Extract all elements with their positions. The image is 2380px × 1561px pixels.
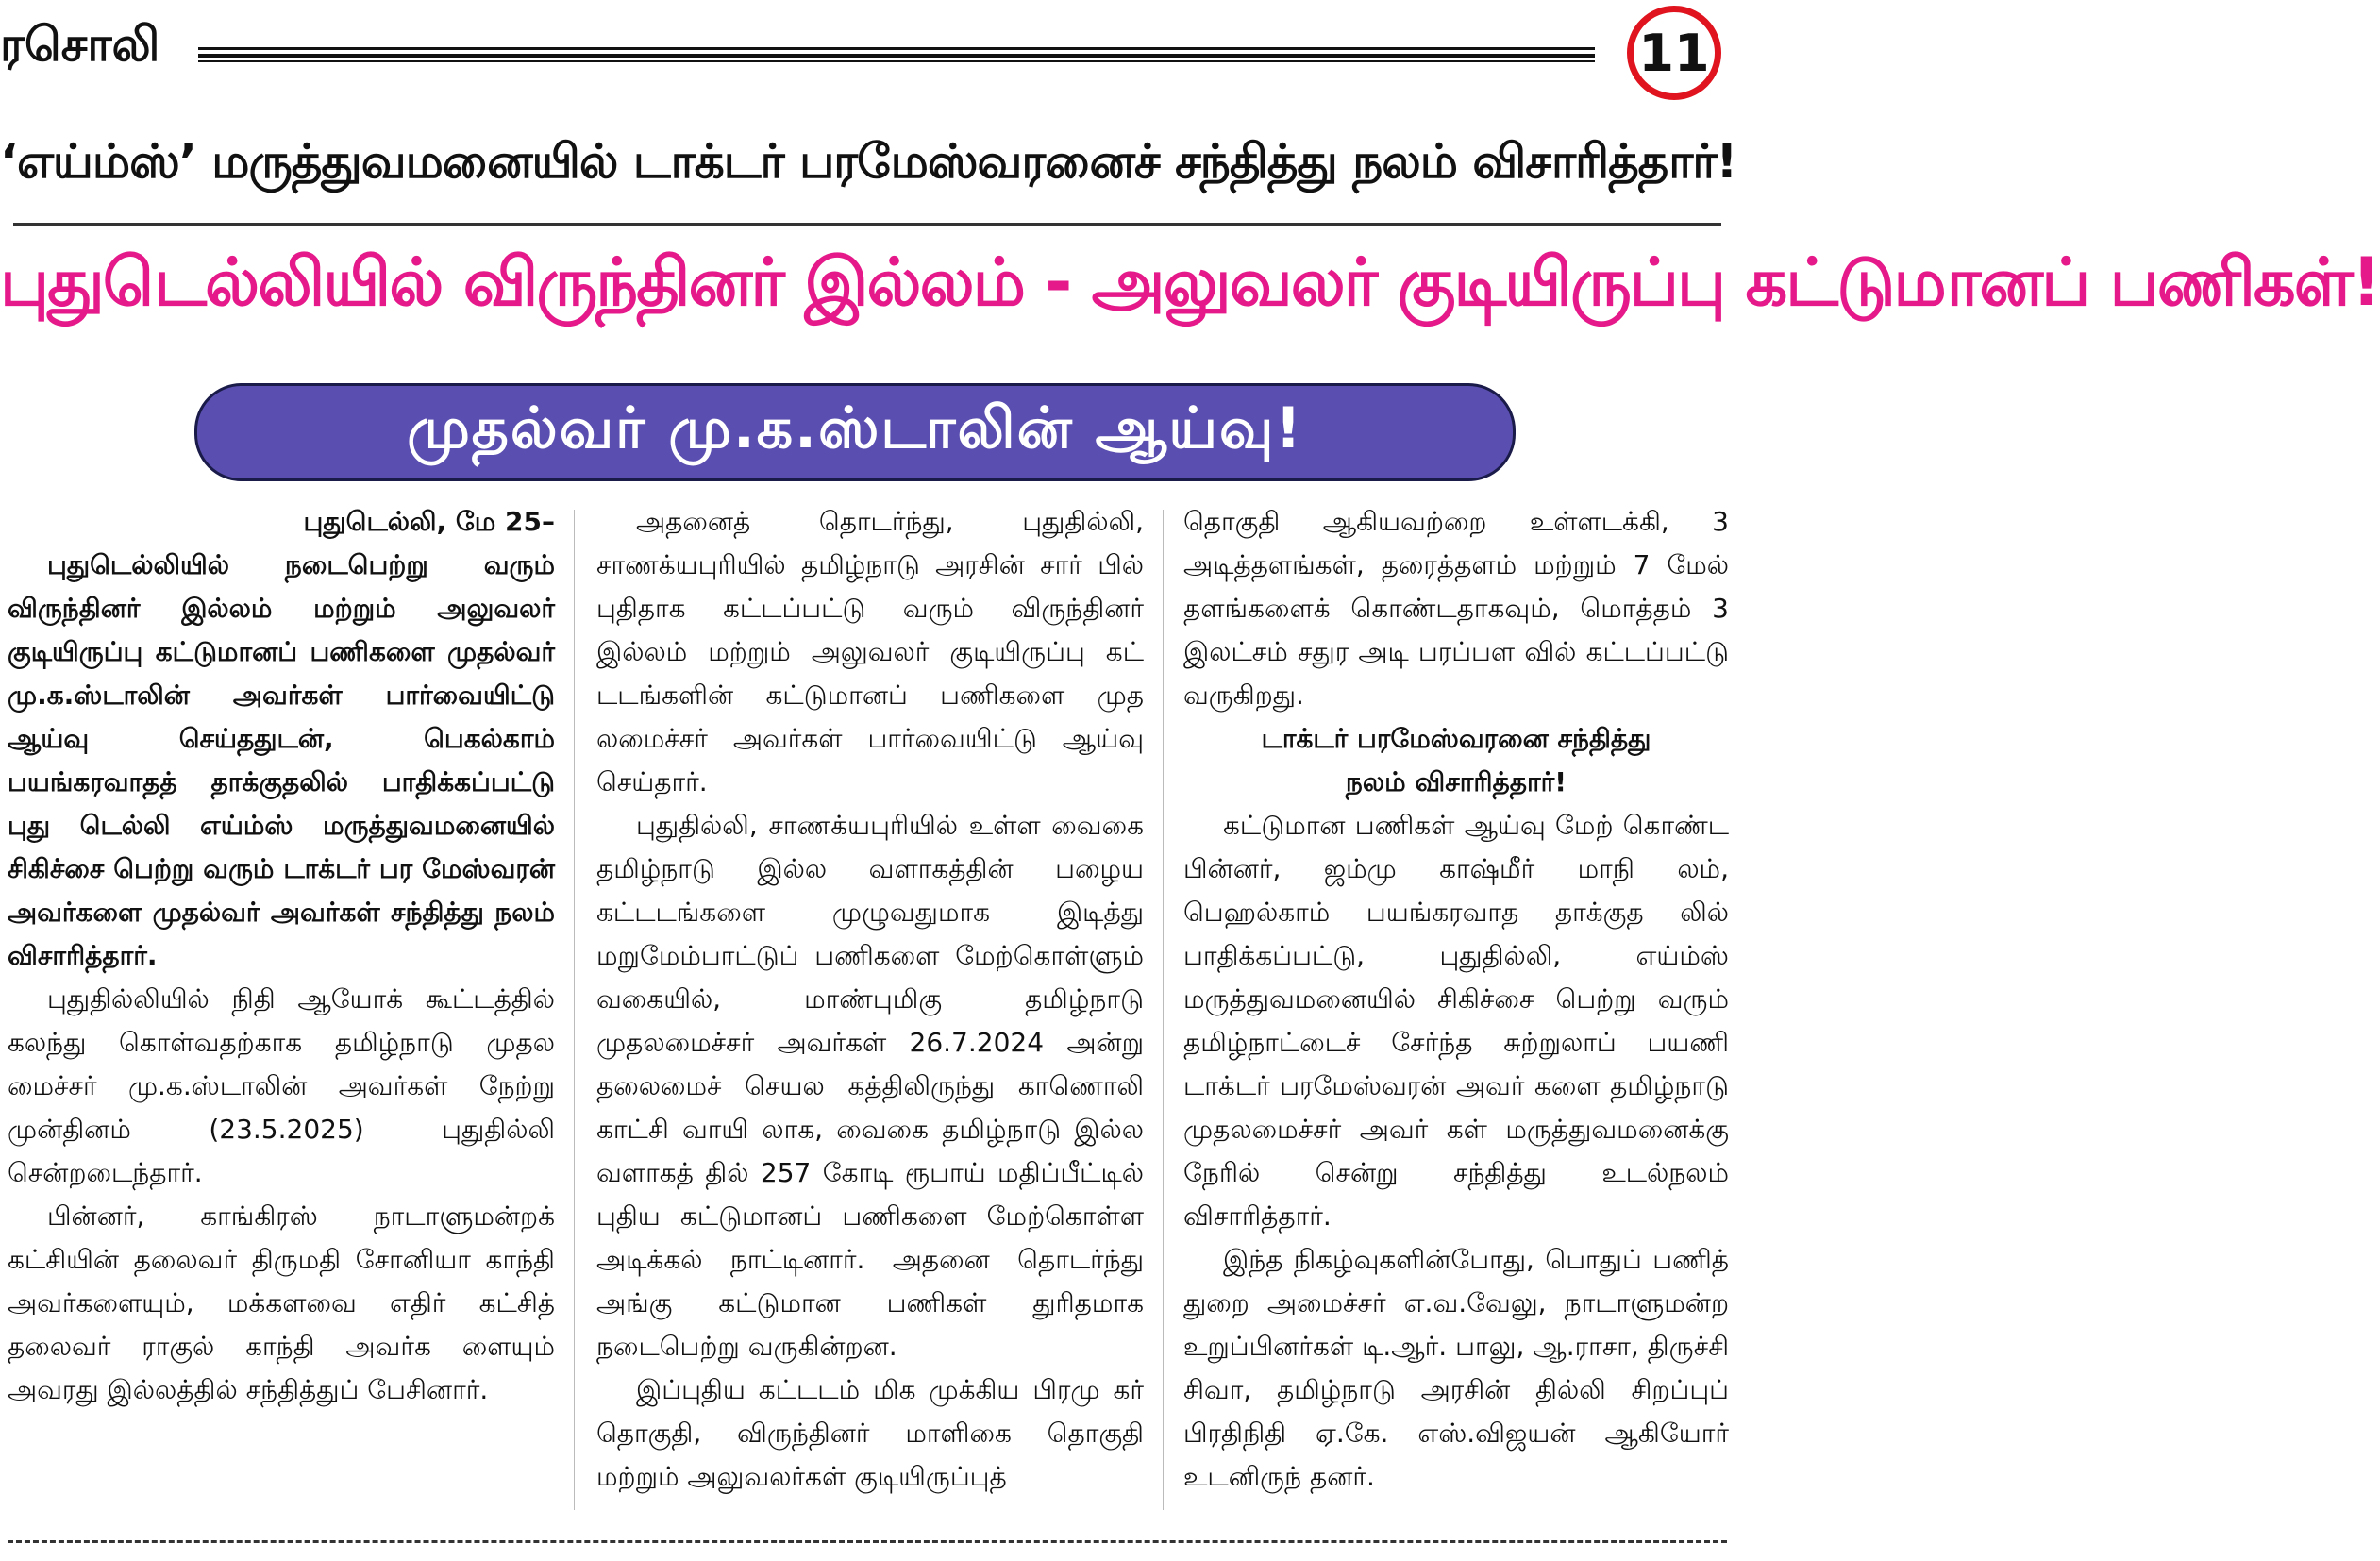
masthead [0, 0, 1735, 111]
bottom-dashed-rule [8, 1540, 1727, 1543]
article-column-1 [8, 500, 555, 1519]
main-headline: புதுடெல்லியில் விருந்தினர் இல்லம் - அலுவலர் குடியிருப்பு கட்டுமானப் பணிகள்! [0, 243, 2380, 321]
article-body [0, 500, 1735, 1519]
kicker-headline: ‘எய்ம்ஸ்’ மருத்துவமனையில் டாக்டர் பரமேஸ்வரனைச் சந்தித்து நலம் விசாரித்தார்! [0, 134, 1737, 189]
masthead-rule [198, 47, 1595, 62]
rule-line-thin [198, 60, 1595, 62]
column-divider [1163, 510, 1164, 1510]
subheading: நலம் விசாரித்தார்! [1345, 766, 1567, 797]
rule-line-thin [198, 47, 1595, 50]
paragraph-continued: தொகுதி ஆகியவற்றை உள்ளடக்கி, 3 அடித்தளங்கள், தரைத்தளம் மற்றும் 7 மேல் தளங்களைக் கொண்டதாகவும், மொத்தம் 3 இலட்சம் சதுர அடி பரப்பள வில் கட்டப்பட்டு வருகிறது. [1183, 506, 1729, 711]
paragraph: இப்புதிய கட்டடம் மிக முக்கிய பிரமு கர் தொகுதி, விருந்தினர் மாளிகை தொகுதி மற்றும் அலுவலர்கள் குடியிருப்புத் [596, 1374, 1144, 1492]
page-number-badge: 11 [1627, 6, 1721, 100]
paragraph: கட்டுமான பணிகள் ஆய்வு மேற் கொண்ட பின்னர், ஜம்மு காஷ்மீர் மாநி லம், பெஹல்காம் பயங்கரவாத தாக்குத லில் பாதிக்கப்பட்டு, புதுதில்லி, எய்ம்ஸ் மருத்துவமனையில் சிகிச்சை பெற்று வரும் தமிழ்நாட்டைச் சேர்ந்த சுற்றுலாப் பயணி டாக்டர் பரமேஸ்வரன் அவர் களை தமிழ்நாடு முதலமைச்சர் அவர் கள் மருத்துவமனைக்கு நேரில் சென்று சந்தித்து உடல்நலம் விசாரித்தார். [1183, 810, 1729, 1232]
dateline: புதுடெல்லி, மே 25– [303, 506, 555, 537]
paragraph: பின்னர், காங்கிரஸ் நாடாளுமன்றக் கட்சியின் தலைவர் திருமதி சோனியா காந்தி அவர்களையும், மக்களவை எதிர் கட்சித் தலைவர் ராகுல் காந்தி அவர்க ளையும் அவரது இல்லத்தில் சந்தித்துப் பேசினார். [8, 1200, 555, 1405]
subheading: டாக்டர் பரமேஸ்வரனை சந்தித்து [1261, 723, 1651, 754]
headline-banner [194, 383, 1516, 481]
paragraph: புதுதில்லியில் நிதி ஆயோக் கூட்டத்தில் கலந்து கொள்வதற்காக தமிழ்நாடு முதல மைச்சர் மு.க.ஸ்டாலின் அவர்கள் நேற்று முன்தினம் (23.5.2025) புதுதில்லி சென்றடைந்தார். [8, 983, 555, 1188]
article-column-3 [1183, 500, 1729, 1519]
paragraph: இந்த நிகழ்வுகளின்போது, பொதுப் பணித் துறை அமைச்சர் எ.வ.வேலு, நாடாளுமன்ற உறுப்பினர்கள் டி.ஆர். பாலு, ஆ.ராசா, திருச்சி சிவா, தமிழ்நாடு அரசின் தில்லி சிறப்புப் பிரதிநிதி ஏ.கே. எஸ்.விஜயன் ஆகியோர் உடனிருந் தனர். [1183, 1244, 1729, 1492]
kicker-divider [13, 223, 1721, 226]
banner-text: முதல்வர் மு.க.ஸ்டாலின் ஆய்வு! [407, 395, 1303, 462]
column-divider [574, 510, 575, 1510]
lead-paragraph: புதுடெல்லியில் நடைபெற்று வரும் விருந்தினர் இல்லம் மற்றும் அலுவலர் குடியிருப்பு கட்டுமானப் பணிகளை முதல்வர் மு.க.ஸ்டாலின் அவர்கள் பார்வையிட்டு ஆய்வு செய்ததுடன், பெகல்காம் பயங்கரவாதத் தாக்குதலில் பாதிக்கப்பட்டு புது டெல்லி எய்ம்ஸ் மருத்துவமனையில் சிகிச்சை பெற்று வரும் டாக்டர் பர மேஸ்வரன் அவர்களை முதல்வர் அவர்கள் சந்தித்து நலம் விசாரித்தார். [8, 549, 555, 971]
paragraph: அதனைத் தொடர்ந்து, புதுதில்லி, சாணக்யபுரியில் தமிழ்நாடு அரசின் சார் பில் புதிதாக கட்டப்பட்டு வரும் விருந்தினர் இல்லம் மற்றும் அலுவலர் குடியிருப்பு கட் டடங்களின் கட்டுமானப் பணிகளை முத லமைச்சர் அவர்கள் பார்வையிட்டு ஆய்வு செய்தார். [596, 506, 1144, 797]
paragraph: புதுதில்லி, சாணக்யபுரியில் உள்ள வைகை தமிழ்நாடு இல்ல வளாகத்தின் பழைய கட்டடங்களை முழுவதுமாக இடித்து மறுமேம்பாட்டுப் பணிகளை மேற்கொள்ளும் வகையில், மாண்புமிகு தமிழ்நாடு முதலமைச்சர் அவர்கள் 26.7.2024 அன்று தலைமைச் செயல கத்திலிருந்து காணொலி காட்சி வாயி லாக, வைகை தமிழ்நாடு இல்ல வளாகத் தில் 257 கோடி ரூபாய் மதிப்பீட்டில் புதிய கட்டுமானப் பணிகளை மேற்கொள்ள அடிக்கல் நாட்டினார். அதனை தொடர்ந்து அங்கு கட்டுமான பணிகள் துரிதமாக நடைபெற்று வருகின்றன. [596, 810, 1144, 1362]
rule-line-thick [198, 54, 1595, 58]
article-column-2 [596, 500, 1144, 1519]
newspaper-name: ரசொலி [0, 17, 160, 72]
